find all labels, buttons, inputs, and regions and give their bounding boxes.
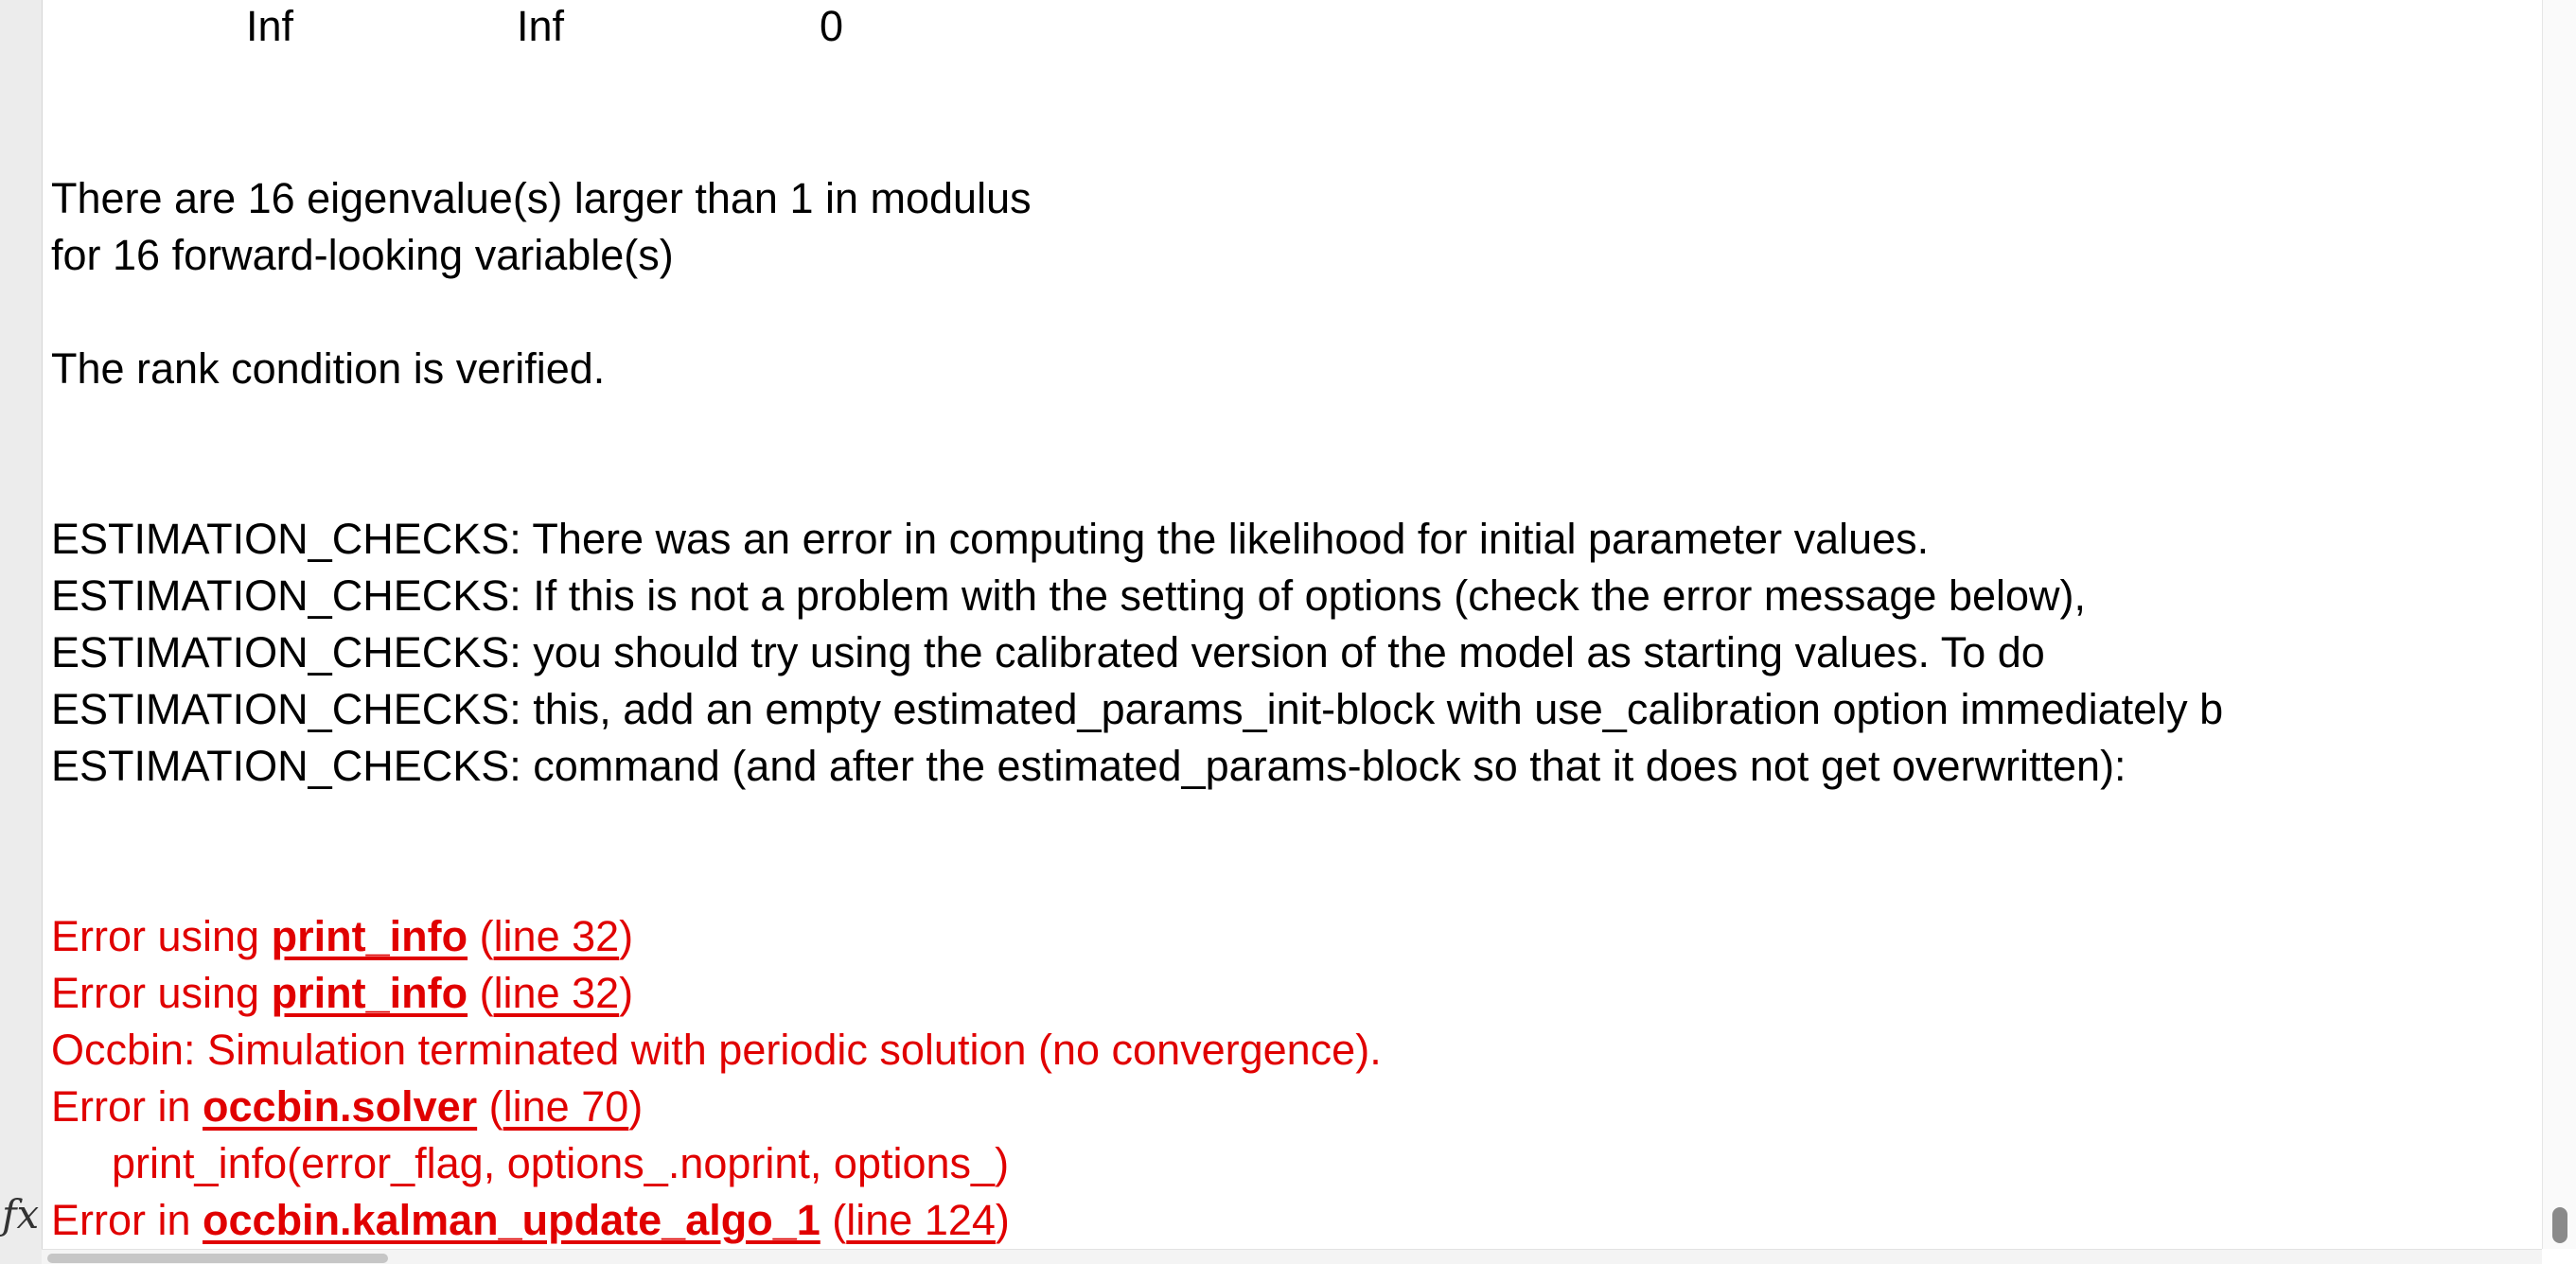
error-line-print-info-1 (51, 908, 633, 965)
estimation-check-line-5: ESTIMATION_CHECKS: command (and after the estimated_params-block so that it does not get overwritten): (51, 742, 2126, 790)
error-prefix: Error in (51, 1196, 203, 1244)
paren-open: ( (468, 912, 494, 960)
vertical-scrollbar[interactable] (2542, 0, 2576, 1249)
estimation-check-line-1: ESTIMATION_CHECKS: There was an error in computing the likelihood for initial parameter values. (51, 515, 1930, 563)
error-code-line: print_info(error_flag, options_.noprint, options_) (112, 1139, 1010, 1187)
occbin-message-line: Occbin: Simulation terminated with periodic solution (no convergence). (51, 1026, 1382, 1074)
eigenvalue-line-2: for 16 forward-looking variable(s) (51, 231, 674, 279)
eigenvalue-line-1: There are 16 eigenvalue(s) larger than 1 in modulus (51, 174, 1032, 222)
table-cell-inf-1: Inf (246, 2, 294, 50)
function-link-occbin-solver[interactable]: occbin.solver (203, 1082, 478, 1131)
estimation-check-line-4: ESTIMATION_CHECKS: this, add an empty estimated_params_init-block with use_calibration option immediately b (51, 685, 2224, 733)
table-cell-inf-2: Inf (517, 2, 565, 50)
fx-function-browser-icon[interactable]: fx (2, 1191, 40, 1238)
line-link-32[interactable]: line 32 (493, 969, 620, 1017)
line-link-70[interactable]: line 70 (503, 1082, 629, 1131)
table-cell-zero: 0 (820, 2, 844, 50)
estimation-check-line-3: ESTIMATION_CHECKS: you should try using the calibrated version of the model as starting values. To do (51, 628, 2045, 676)
prompt-gutter (0, 0, 43, 1264)
paren-close: ) (628, 1082, 644, 1131)
paren-open: ( (468, 969, 494, 1017)
line-link-32[interactable]: line 32 (493, 912, 620, 960)
paren-close: ) (619, 969, 634, 1017)
rank-condition-line: The rank condition is verified. (51, 344, 606, 393)
paren-close: ) (619, 912, 634, 960)
function-link-print-info[interactable]: print_info (271, 912, 468, 960)
paren-open: ( (820, 1196, 847, 1244)
error-prefix: Error using (51, 969, 272, 1017)
horizontal-scrollbar[interactable] (42, 1249, 2542, 1264)
error-line-kalman-update (51, 1192, 1010, 1249)
paren-open: ( (477, 1082, 503, 1131)
function-link-kalman-update-algo-1[interactable]: occbin.kalman_update_algo_1 (203, 1196, 820, 1244)
error-line-print-info-2 (51, 965, 633, 1022)
error-prefix: Error in (51, 1082, 203, 1131)
estimation-check-line-2: ESTIMATION_CHECKS: If this is not a problem with the setting of options (check the error message below), (51, 571, 2087, 620)
error-prefix: Error using (51, 912, 272, 960)
function-link-print-info[interactable]: print_info (271, 969, 468, 1017)
error-line-occbin-solver (51, 1079, 643, 1135)
console-output[interactable] (51, 0, 2540, 1249)
paren-close: ) (995, 1196, 1010, 1244)
vertical-scroll-thumb[interactable] (2552, 1207, 2567, 1243)
horizontal-scroll-thumb[interactable] (47, 1254, 388, 1263)
line-link-124[interactable]: line 124 (846, 1196, 996, 1244)
